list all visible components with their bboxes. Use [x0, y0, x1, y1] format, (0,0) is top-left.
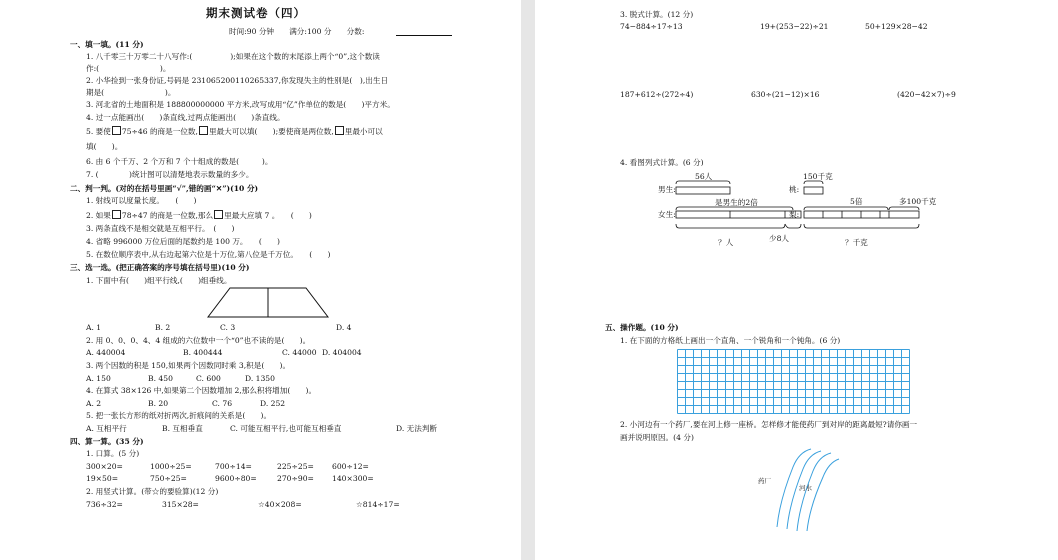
- oral-2-1: 19×50=: [86, 474, 119, 483]
- oral-2-3: 9600÷80=: [215, 474, 257, 483]
- oral-1-2: 1000÷25=: [150, 462, 192, 471]
- section-3-header: 三、选一选。(把正确答案的序号填在括号里)(10 分): [70, 263, 250, 272]
- d2-times-label: 5倍: [850, 197, 863, 206]
- section-5-header: 五、操作题。(10 分): [605, 323, 679, 332]
- s5-q2-line1: 2. 小河边有一个药厂,要在河上修一座桥。怎样修才能使药厂到对岸的距离最短?请你画一: [620, 420, 918, 429]
- s4-q2: 2. 用竖式计算。(带☆的要验算)(12 分): [86, 487, 219, 496]
- s5-q2-line2: 画并说明原因。(4 分): [620, 433, 694, 442]
- vertical-4: ☆814÷17=: [356, 500, 400, 509]
- d2-pear-label: 梨:: [789, 210, 800, 219]
- s1-q2-line1: 2. 小华捡到一张身份证,号码是 231065200110265337,你发现失主的性别是( ),出生日: [86, 76, 389, 85]
- factory-label: 药厂: [758, 477, 771, 485]
- score-blank: [396, 35, 452, 36]
- s1-q3: 3. 河北省的土地面积是 188800000000 平方米,改写成用“亿”作单位的数是( )平方米。: [86, 100, 395, 109]
- s1-q1-line1: 1. 八千零三十万零二十八写作:( );如果在这个数的末尾添上两个“0”,这个数读: [86, 52, 380, 61]
- section-2-header: 二、判一判。(对的在括号里画“√”,错的画“✕”)(10 分): [70, 184, 259, 193]
- s5-q1: 1. 在下面的方格纸上画出一个直角、一个锐角和一个钝角。(6 分): [620, 336, 841, 345]
- oral-2-4: 270÷90=: [277, 474, 314, 483]
- s3-q3-opt-b: B. 450: [148, 374, 173, 383]
- s1-q6: 6. 由 6 个千万、2 个万和 7 个十组成的数是( )。: [86, 157, 273, 166]
- blank-box-icon: [199, 126, 208, 135]
- oral-2-2: 750÷25=: [150, 474, 187, 483]
- page-title: 期末测试卷（四）: [206, 6, 306, 20]
- d2-more-label: 多100千克: [899, 197, 937, 206]
- s2-q2-end: 里最大应填 7 。 ( ): [224, 211, 312, 220]
- s1-q2-line2: 期是( )。: [86, 88, 176, 97]
- s2-q2-post: 78÷47 的商是一位数,那么: [121, 211, 214, 220]
- boys-girls-diagram: [675, 180, 805, 240]
- s3-q2: 2. 用 0、0、0、4、4 组成的六位数中一个“0”也不读的是( )。: [86, 336, 311, 345]
- s1-q5-line2: 填( )。: [86, 142, 123, 151]
- square-grid: [677, 349, 909, 416]
- trapezoid-figure: [206, 287, 330, 319]
- exam-page-right: [535, 0, 1058, 560]
- d2-peach-label: 桃:: [789, 185, 800, 194]
- section-4-header: 四、算一算。(35 分): [70, 437, 144, 446]
- r-expr-2-2: 630÷(21−12)×16: [751, 90, 820, 99]
- s1-q5-pre: 5. 要使: [86, 127, 111, 136]
- d2-top-label: 150千克: [803, 172, 833, 181]
- s3-q1-opt-c: C. 3: [220, 323, 236, 332]
- exam-page-left: [0, 0, 521, 560]
- d1-girls-label: 女生:: [658, 210, 676, 219]
- s2-q4: 4. 省略 996000 万位后面的尾数约是 100 万。 ( ): [86, 237, 281, 246]
- s3-q5-opt-b: B. 互相垂直: [162, 424, 203, 433]
- s3-q4-opt-a: A. 2: [86, 399, 102, 408]
- s3-q1-opt-b: B. 2: [155, 323, 171, 332]
- s2-q2-pre: 2. 如果: [86, 211, 111, 220]
- peach-pear-diagram: [803, 180, 923, 240]
- d1-less-label: 少8人: [769, 234, 790, 243]
- r-expr-2-3: (420−42×7)÷9: [897, 90, 956, 99]
- section-1-header: 一、填一填。(11 分): [70, 40, 144, 49]
- blank-box-icon: [214, 210, 223, 219]
- d1-top-label: 56人: [695, 172, 713, 181]
- oral-1-4: 225÷25=: [277, 462, 314, 471]
- d2-question: ？千克: [845, 238, 868, 247]
- d1-boys-label: 男生:: [658, 185, 676, 194]
- river-label: 河水: [799, 484, 812, 492]
- vertical-1: 736÷32=: [86, 500, 123, 509]
- vertical-3: ☆40×208=: [258, 500, 302, 509]
- s1-q5-line1: [86, 126, 383, 137]
- blank-box-icon: [335, 126, 344, 135]
- s3-q2-opt-a: A. 440004: [86, 348, 126, 357]
- s4-q1: 1. 口算。(5 分): [86, 449, 140, 458]
- s3-q1: 1. 下面中有( )组平行线,( )组垂线。: [86, 276, 232, 285]
- s2-q5: 5. 在数位顺序表中,从右边起第六位是十万位,第八位是千万位。 ( ): [86, 250, 331, 259]
- s3-q4-opt-d: D. 252: [260, 399, 286, 408]
- s3-q5-opt-d: D. 无法判断: [396, 424, 438, 433]
- s3-q3: 3. 两个因数的积是 150,如果两个因数同时乘 3,积是( )。: [86, 361, 291, 370]
- s3-q5-opt-c: C. 可能互相平行,也可能互相垂直: [230, 424, 342, 433]
- s3-q1-opt-d: D. 4: [336, 323, 352, 332]
- s3-q4-opt-c: C. 76: [212, 399, 233, 408]
- d1-question: ？人: [718, 238, 734, 247]
- s3-q5: 5. 把一张长方形的纸对折两次,折痕间的关系是( )。: [86, 411, 272, 420]
- s1-q5-end: 里最小可以: [344, 127, 383, 136]
- vertical-2: 315×28=: [162, 500, 199, 509]
- s3-q2-opt-b: B. 400444: [183, 348, 223, 357]
- r-q4-header: 4. 看图列式计算。(6 分): [620, 158, 704, 167]
- s1-q4: 4. 过一点能画出( )条直线,过两点能画出( )条直线。: [86, 113, 285, 122]
- s3-q2-opt-c: C. 44000: [282, 348, 317, 357]
- s3-q1-opt-a: A. 1: [86, 323, 102, 332]
- s1-q5-mid1: 75÷46 的商是一位数,: [121, 127, 198, 136]
- r-q3-header: 3. 脱式计算。(12 分): [620, 10, 694, 19]
- r-expr-1-1: 74−884÷17÷13: [620, 22, 683, 31]
- s3-q3-opt-c: C. 600: [196, 374, 221, 383]
- oral-2-5: 140×300=: [332, 474, 374, 483]
- s3-q3-opt-a: A. 150: [86, 374, 111, 383]
- oral-1-3: 700÷14=: [215, 462, 252, 471]
- s3-q4: 4. 在算式 38×126 中,如果第二个因数增加 2,那么积将增加( )。: [86, 386, 317, 395]
- s3-q3-opt-d: D. 1350: [245, 374, 275, 383]
- oral-1-1: 300×20=: [86, 462, 123, 471]
- s1-q5-mid2: 里最大可以填( );要使商是两位数,: [208, 127, 334, 136]
- s3-q4-opt-b: B. 20: [148, 399, 169, 408]
- s1-q7: 7. ( )统计图可以清楚地表示数量的多少。: [86, 170, 254, 179]
- d1-mid-label: 是男生的2倍: [715, 198, 758, 207]
- s1-q1-line2: 作:( )。: [86, 64, 171, 73]
- r-expr-1-3: 50+129×28−42: [865, 22, 928, 31]
- s3-q2-opt-d: D. 404004: [322, 348, 362, 357]
- blank-box-icon: [112, 210, 121, 219]
- s2-q1: 1. 射线可以度量长度。 ( ): [86, 196, 197, 205]
- exam-meta: 时间:90 分钟 满分:100 分 分数:: [229, 27, 365, 36]
- s2-q2: [86, 210, 312, 221]
- r-expr-2-1: 187+612÷(272÷4): [620, 90, 694, 99]
- s3-q5-opt-a: A. 互相平行: [86, 424, 127, 433]
- blank-box-icon: [112, 126, 121, 135]
- s2-q3: 3. 两条直线不是相交就是互相平行。 ( ): [86, 224, 235, 233]
- r-expr-1-2: 19+(253−22)÷21: [760, 22, 829, 31]
- oral-1-5: 600÷12=: [332, 462, 369, 471]
